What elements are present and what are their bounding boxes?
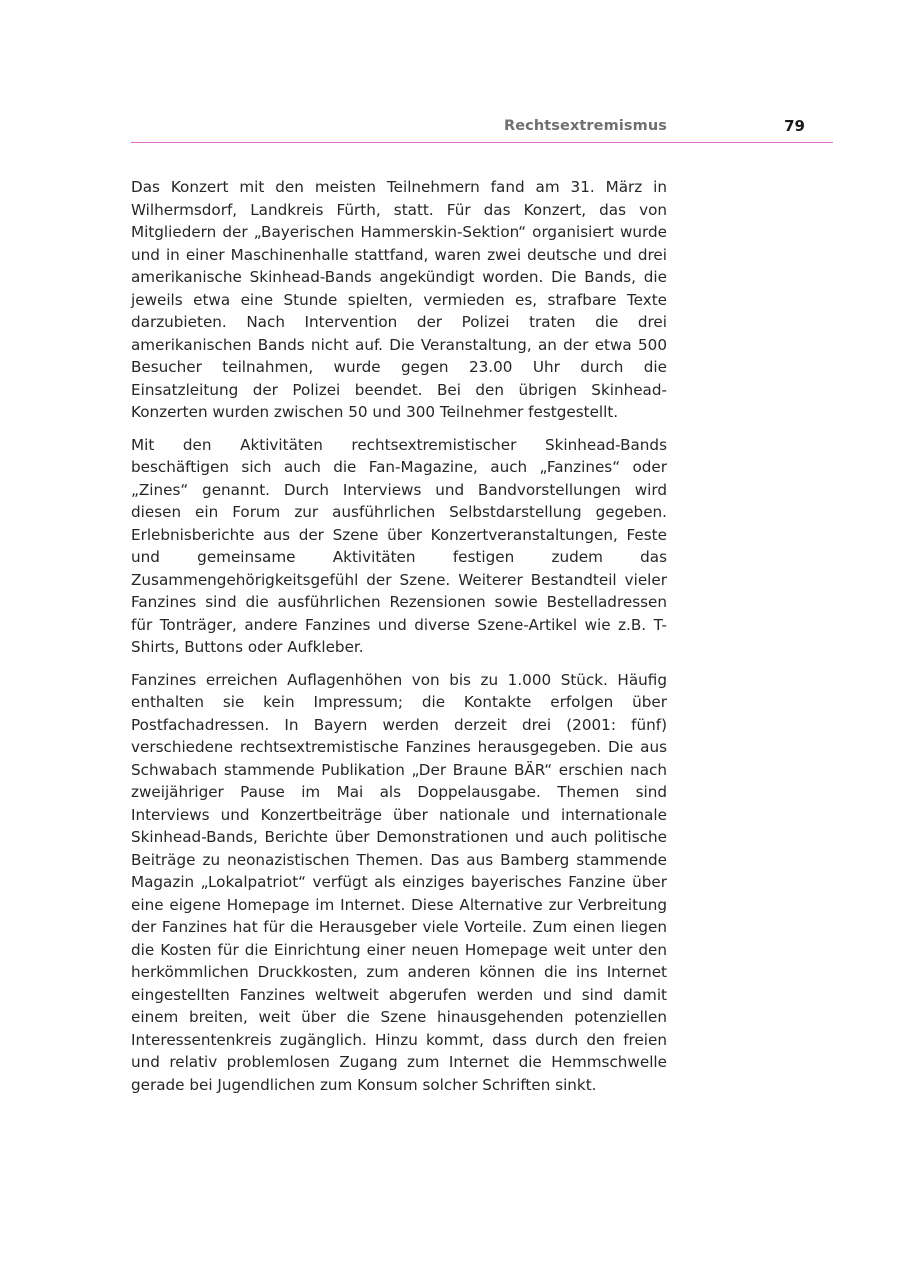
section-title: Rechtsextremismus <box>503 118 667 134</box>
body-text <box>131 176 667 1106</box>
paragraph: Mit den Aktivitäten rechtsextremistischer Skinhead-Bands beschäftigen sich auch die Fan-Magazine, auch „Fanzines“ oder „Zines“ genannt. Durch Interviews und Bandvorstellungen wird diesen ein Forum zur ausführlichen Selbstdarstellung gegeben. Erlebnisberichte aus der Szene über Konzertveranstaltungen, Feste und gemeinsame Aktivitäten festigen zudem das Zusammengehörigkeitsgefühl der Szene. Weiterer Bestandteil vieler Fanzines sind die ausführlichen Rezensionen sowie Bestelladressen für Tonträger, andere Fanzines und diverse Szene-Artikel wie z.B. T-Shirts, Buttons oder Aufkleber. <box>131 435 667 656</box>
page-number: 79 <box>784 117 805 135</box>
running-header <box>131 116 833 143</box>
paragraph: Fanzines erreichen Auflagenhöhen von bis zu 1.000 Stück. Häufig enthalten sie kein Impressum; die Kontakte erfolgen über Postfachadressen. In Bayern werden derzeit drei (2001: fünf) verschiedene rechtsextremistische Fanzines herausgegeben. Die aus Schwabach stammende Publikation „Der Braune BÄR“ erschien nach zweijähriger Pause im Mai als Doppelausgabe. Themen sind Interviews und Konzertbeiträge über nationale und internationale Skinhead-Bands, Berichte über Demonstrationen und auch politische Beiträge zu neonazistischen Themen. Das aus Bamberg stammende Magazin „Lokalpatriot“ verfügt als einziges bayerisches Fanzine über eine eigene Homepage im Internet. Diese Alternative zur Verbreitung der Fanzines hat für die Herausgeber viele Vorteile. Zum einen liegen die Kosten für die Einrichtung einer neuen Homepage weit unter den herkömmlichen Druckkosten, zum anderen können die ins Internet eingestellten Fanzines weltweit abgerufen werden und sind damit einem breiten, weit über die Szene hinausgehenden potenziellen Interessentenkreis zugänglich. Hinzu kommt, dass durch den freien und relativ problemlosen Zugang zum Internet die Hemmschwelle gerade bei Jugendlichen zum Konsum solcher Schriften sinkt. <box>131 670 667 1094</box>
paragraph: Das Konzert mit den meisten Teilnehmern fand am 31. März in Wilhermsdorf, Landkreis Fürth, statt. Für das Konzert, das von Mitgliedern der „Bayerischen Hammerskin-Sektion“ organisiert wurde und in einer Maschinenhalle stattfand, waren zwei deutsche und drei amerikanische Skinhead-Bands angekündigt worden. Die Bands, die jeweils etwa eine Stunde spielten, vermieden es, strafbare Texte darzubieten. Nach Intervention der Polizei traten die drei amerikanischen Bands nicht auf. Die Veranstaltung, an der etwa 500 Besucher teilnahmen, wurde gegen 23.00 Uhr durch die Einsatzleitung der Polizei beendet. Bei den übrigen Skinhead-Konzerten wurden zwischen 50 und 300 Teilnehmer festgestellt. <box>131 178 667 421</box>
